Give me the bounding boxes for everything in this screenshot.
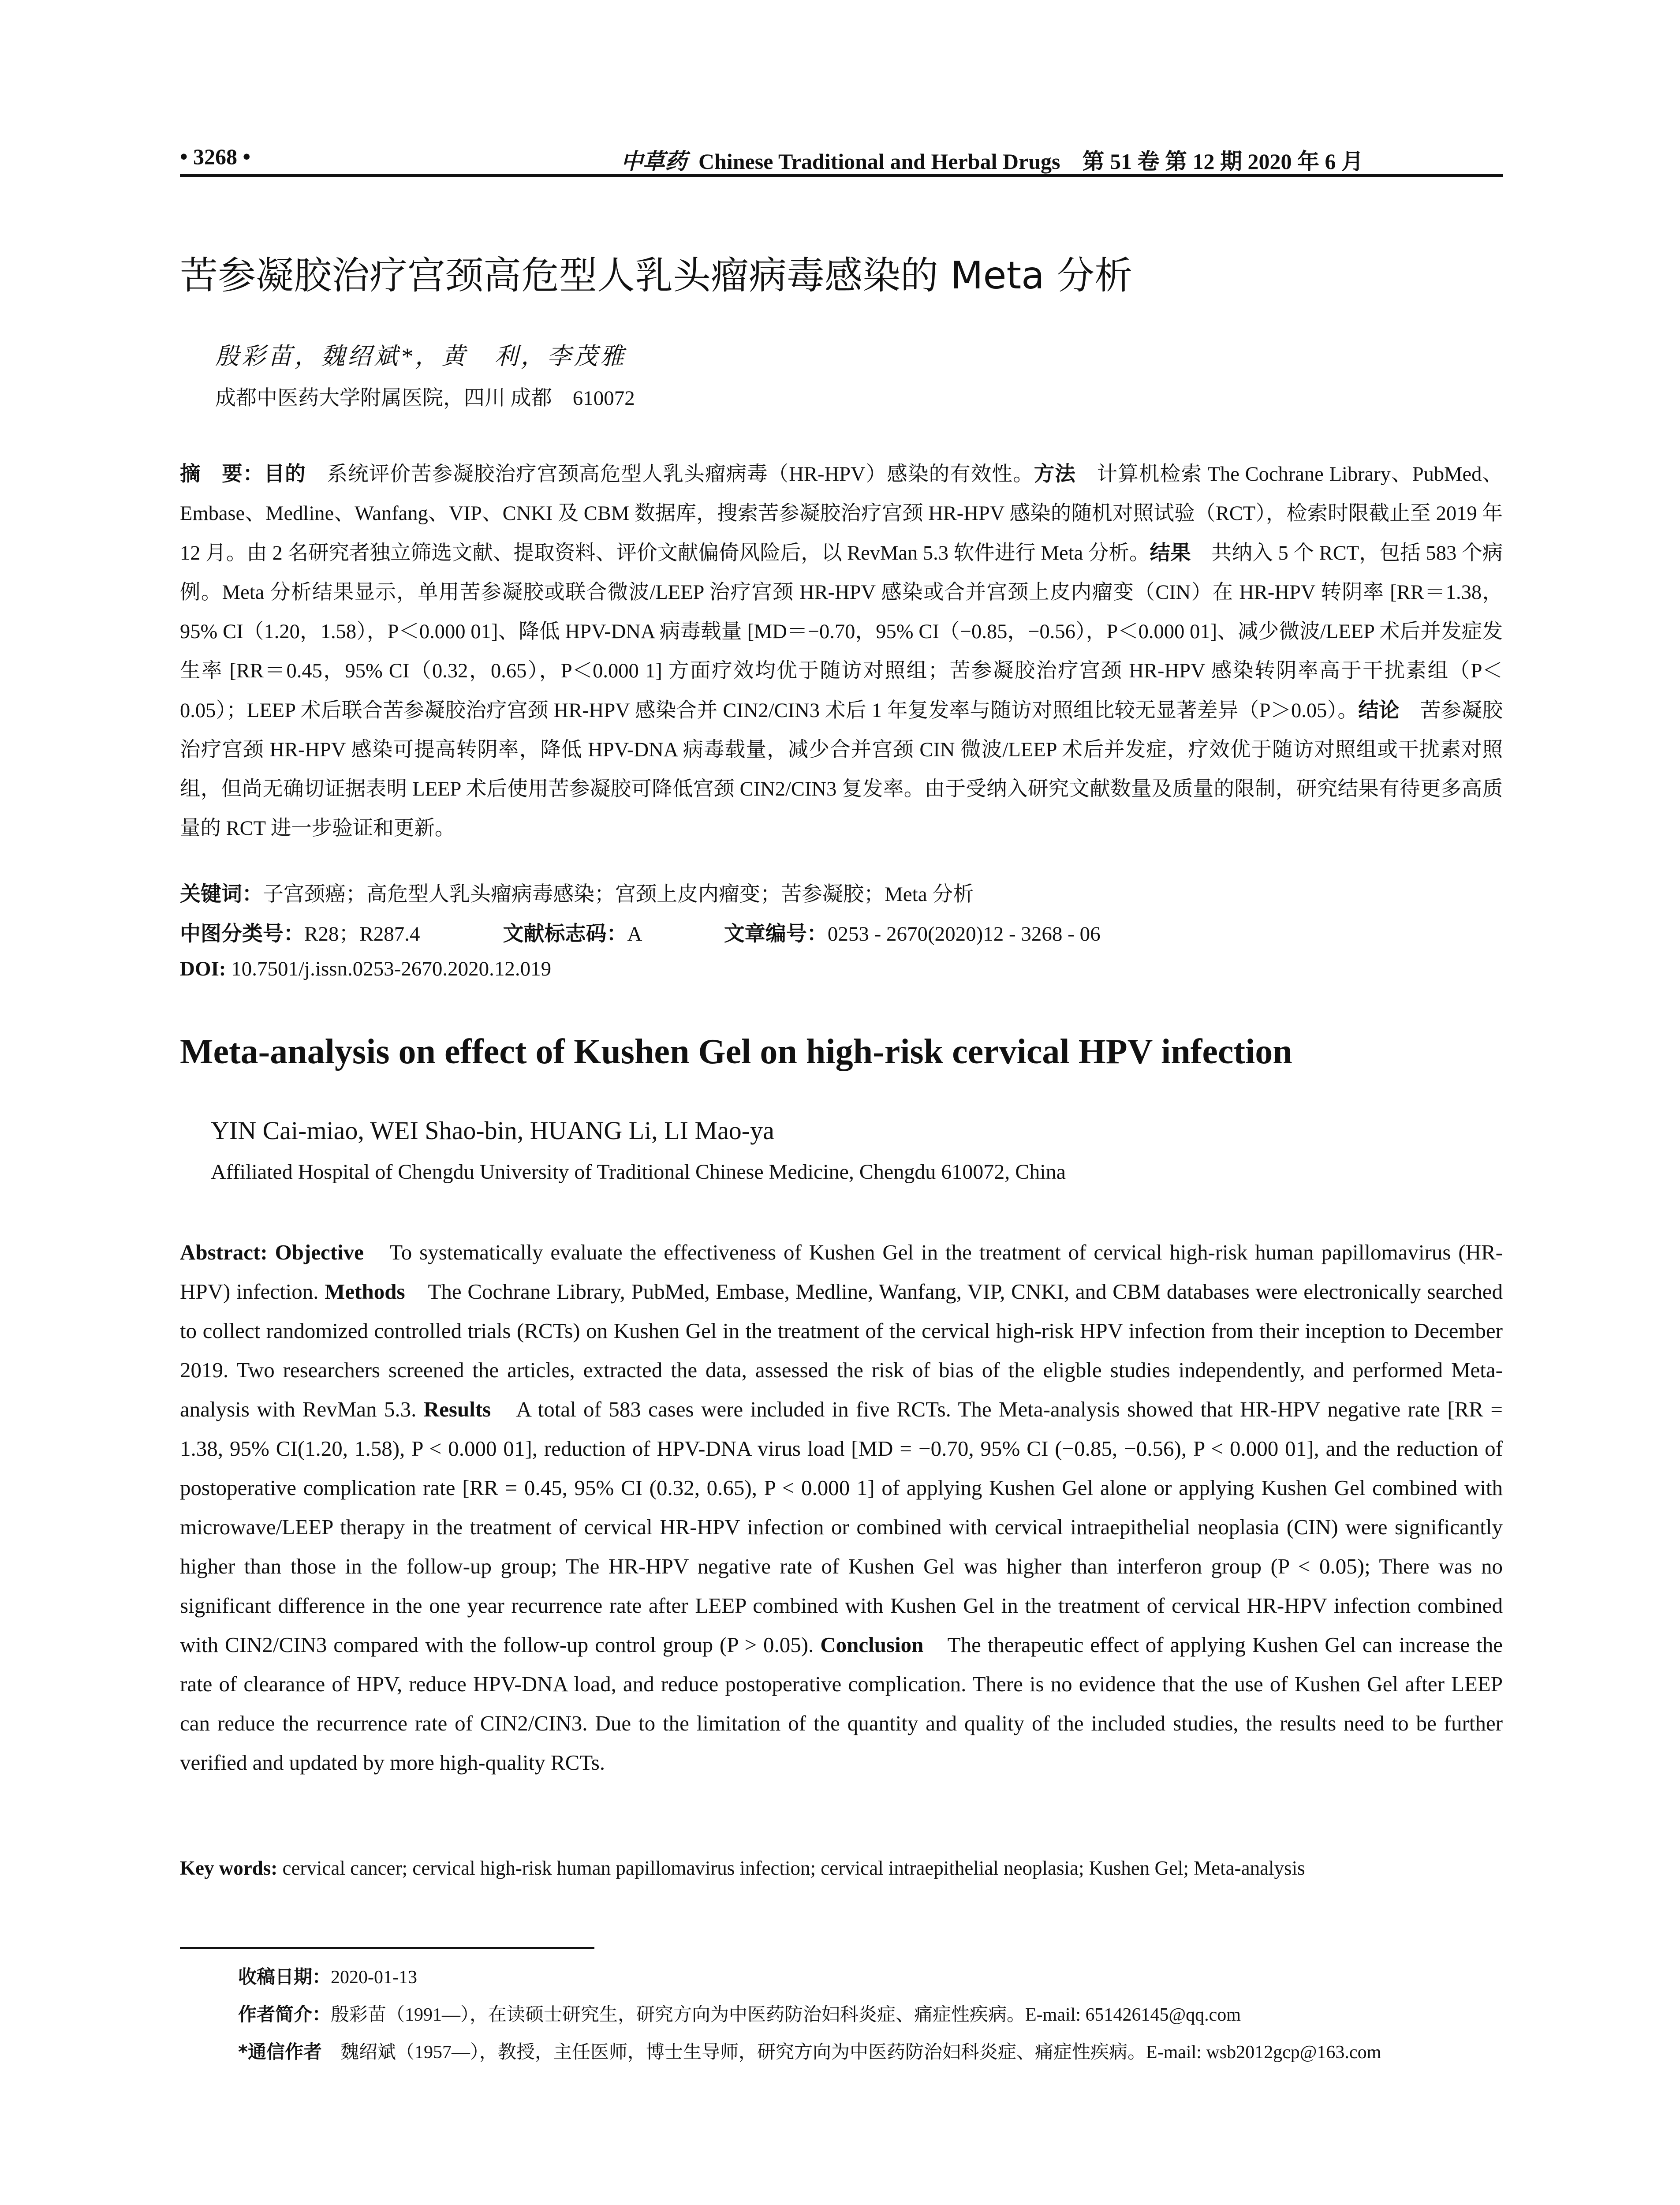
footnote-rule [180, 1947, 594, 1949]
chinese-abstract [180, 454, 1503, 848]
chinese-affiliation: 成都中医药大学附属医院，四川 成都 610072 [215, 387, 635, 410]
footnote-author [238, 2000, 1241, 2026]
keywords-text: cervical cancer; cervical high-risk human papillomavirus infection; cervical intraepithelial neoplasia; Kushen Gel; Meta-analysis [282, 1857, 1305, 1879]
article-no-value: 0253 - 2670(2020)12 - 3268 - 06 [827, 923, 1101, 946]
keywords-label: 关键词： [180, 882, 263, 906]
doi-label: DOI: [180, 957, 226, 980]
methods-text: 计算机检索 The Cochrane Library、PubMed、Embase、Medline、Wanfang、VIP、CNKI 及 CBM 数据库，搜索苦参凝胶治疗宫颈 HR-HPV 感染的随机对照试验（RCT），检索时限截止至 2019 年 12 月。由 2 名研究者独立筛选文献、提取资料、评价文献偏倚风险后，以 RevMan 5.3 软件进行 Meta 分析。 [180, 463, 1503, 564]
doi-value: 10.7501/j.issn.0253-2670.2020.12.019 [231, 957, 552, 980]
received-date: 2020-01-13 [331, 1967, 417, 1988]
english-abstract [180, 1233, 1503, 1782]
doc-code-value: A [627, 923, 641, 946]
received-label: 收稿日期： [238, 1966, 331, 1988]
header-rule [180, 174, 1503, 177]
chinese-authors: 殷彩苗，魏绍斌*，黄 利，李茂雅 [215, 343, 627, 370]
footnote-received [238, 1962, 417, 1989]
chinese-title: 苦参凝胶治疗宫颈高危型人乳头瘤病毒感染的 Meta 分析 [180, 254, 1133, 298]
keywords-label: Key words: [180, 1857, 278, 1879]
objective-label: Objective [275, 1240, 364, 1264]
author-bio: 殷彩苗（1991—），在读硕士研究生，研究方向为中医药防治妇科炎症、痛症性疾病。E-mail: 651426145@qq.com [331, 2005, 1241, 2025]
classification-line [180, 917, 1101, 947]
results-text: 共纳入 5 个 RCT，包括 583 个病例。Meta 分析结果显示，单用苦参凝胶或联合微波/LEEP 治疗宫颈 HR-HPV 感染或合并宫颈上皮内瘤变（CIN）在 HR-HPV 转阴率 [RR＝1.38，95% CI（1.20，1.58），P＜0.000 01]、降低 HPV-DNA 病毒载量 [MD＝−0.70，95% CI（−0.85，−0.56），P＜0.000 01]、减少微波/LEEP 术后并发症发生率 [RR＝0.45，95% CI（0.32，0.65），P＜0.000 1] 方面疗效均优于随访对照组；苦参凝胶治疗宫颈 HR-HPV 感染转阴率高于干扰素组（P＜0.05）；LEEP 术后联合苦参凝胶治疗宫颈 HR-HPV 感染合并 CIN2/CIN3 术后 1 年复发率与随访对照组比较无显著差异（P＞0.05）。 [180, 542, 1503, 722]
page-number: • 3268 • [180, 144, 251, 169]
english-keywords [180, 1857, 1305, 1880]
abstract-label: Abstract: [180, 1240, 268, 1264]
results-label: 结果 [1150, 541, 1191, 564]
methods-text: The Cochrane Library, PubMed, Embase, Medline, Wanfang, VIP, CNKI, and CBM databases were electronically searched to collect randomized controlled trials (RCTs) on Kushen Gel in the treatment of the cervical high-risk HPV infection from their inception to December 2019. Two researchers screened the articles, extracted the data, assessed the risk of bias of the eligble studies independently, and performed Meta-analysis with RevMan 5.3. [180, 1279, 1503, 1421]
journal-issue: 第 51 卷 第 12 期 2020 年 6 月 [1082, 149, 1363, 174]
running-header [180, 140, 1503, 176]
objective-label: 目的 [264, 462, 306, 486]
results-label: Results [423, 1397, 491, 1421]
corresponding-label: *通信作者 [238, 2041, 322, 2063]
english-affiliation: Affiliated Hospital of Chengdu University of Traditional Chinese Medicine, Chengdu 610072, China [211, 1160, 1066, 1184]
objective-text: 系统评价苦参凝胶治疗宫颈高危型人乳头瘤病毒（HR-HPV）感染的有效性。 [306, 463, 1034, 486]
keywords-text: 子宫颈癌；高危型人乳头瘤病毒感染；宫颈上皮内瘤变；苦参凝胶；Meta 分析 [263, 883, 974, 906]
clc-label: 中图分类号： [180, 922, 304, 946]
journal-name: Chinese Traditional and Herbal Drugs [698, 149, 1060, 174]
chinese-keywords [180, 878, 974, 907]
clc-value: R28；R287.4 [304, 923, 420, 946]
corresponding-bio: 魏绍斌（1957—），教授，主任医师，博士生导师，研究方向为中医药防治妇科炎症、痛症性疾病。E-mail: wsb2012gcp@163.com [321, 2042, 1381, 2063]
conclusion-text: 苦参凝胶治疗宫颈 HR-HPV 感染可提高转阴率，降低 HPV-DNA 病毒载量，减少合并宫颈 CIN 微波/LEEP 术后并发症，疗效优于随访对照组或干扰素对照组，但尚无确切证据表明 LEEP 术后使用苦参凝胶可降低宫颈 CIN2/CIN3 复发率。由于受纳入研究文献数量及质量的限制，研究结果有待更多高质量的 RCT 进一步验证和更新。 [180, 699, 1503, 840]
objective-text: To systematically evaluate the effectiveness of Kushen Gel in the treatment of cervical high-risk human papillomavirus (HR-HPV) infection. [180, 1240, 1503, 1304]
conclusion-label: Conclusion [820, 1633, 924, 1657]
journal-logo: 中草药 [621, 148, 687, 174]
doi-line [180, 957, 551, 981]
methods-label: 方法 [1034, 462, 1076, 486]
methods-label: Methods [325, 1279, 405, 1304]
article-no-label: 文章编号： [724, 922, 828, 946]
journal-header [621, 144, 1363, 176]
conclusion-label: 结论 [1358, 698, 1400, 722]
abstract-label: 摘 要： [180, 462, 264, 486]
author-bio-label: 作者简介： [238, 2003, 331, 2025]
footnote-corresponding [238, 2037, 1381, 2064]
english-authors: YIN Cai-miao, WEI Shao-bin, HUANG Li, LI Mao-ya [211, 1116, 774, 1145]
conclusion-text: The therapeutic effect of applying Kushen Gel can increase the rate of clearance of HPV, reduce HPV-DNA load, and reduce postoperative complication. There is no evidence that the use of Kushen Gel after LEEP can reduce the recurrence rate of CIN2/CIN3. Due to the limitation of the quantity and quality of the included studies, the results need to be further verified and updated by more high-quality RCTs. [180, 1633, 1503, 1775]
english-title: Meta-analysis on effect of Kushen Gel on high-risk cervical HPV infection [180, 1032, 1292, 1071]
results-text: A total of 583 cases were included in five RCTs. The Meta-analysis showed that HR-HPV negative rate [RR = 1.38, 95% CI(1.20, 1.58), P < 0.000 01], reduction of HPV-DNA virus load [MD = −0.70, 95% CI (−0.85, −0.56), P < 0.000 01], and the reduction of postoperative complication rate [RR = 0.45, 95% CI (0.32, 0.65), P < 0.000 1] of applying Kushen Gel alone or applying Kushen Gel combined with microwave/LEEP therapy in the treatment of cervical HR-HPV infection or combined with cervical intraepithelial neoplasia (CIN) were significantly higher than those in the follow-up group; The HR-HPV negative rate of Kushen Gel was higher than interferon group (P < 0.05); There was no significant difference in the one year recurrence rate after LEEP combined with Kushen Gel in the treatment of cervical HR-HPV infection combined with CIN2/CIN3 compared with the follow-up control group (P > 0.05). [180, 1397, 1503, 1657]
doc-code-label: 文献标志码： [503, 922, 627, 946]
